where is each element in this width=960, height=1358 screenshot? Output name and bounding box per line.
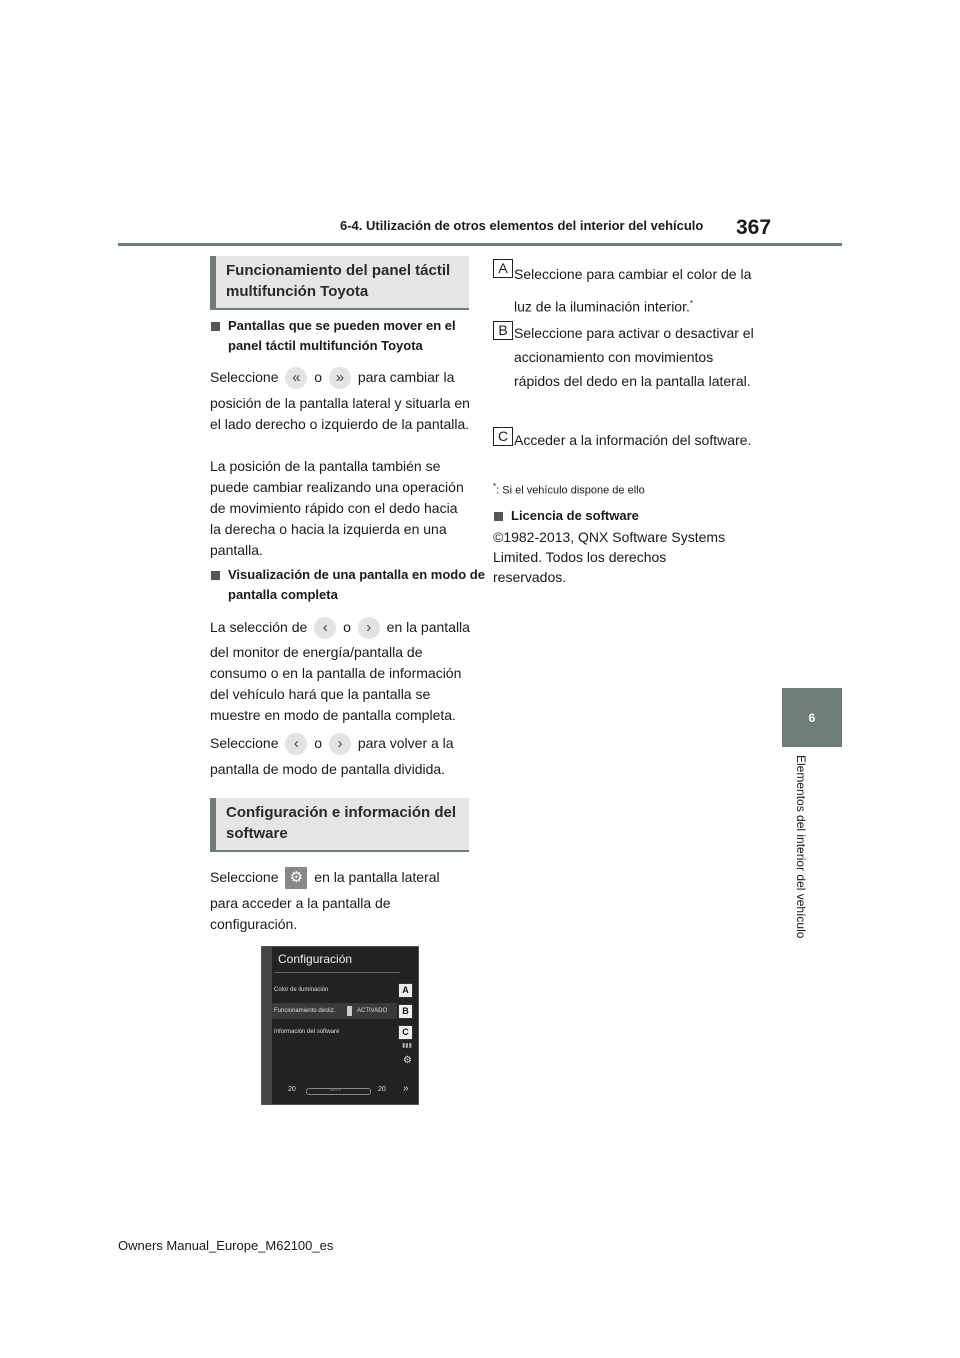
label-c: C <box>493 427 513 446</box>
figure-temp-right: 20 <box>378 1086 386 1093</box>
paragraph-a: Seleccione para cambiar el color de la luz de la iluminación interior.* <box>514 266 752 315</box>
footnote-mark: * <box>689 299 693 308</box>
section-header: 6-4. Utilización de otros elementos del interior del vehículo <box>340 218 704 233</box>
label-b: B <box>493 321 513 340</box>
figure-label-c: C <box>398 1025 413 1040</box>
screen-left-edge <box>262 947 272 1104</box>
chapter-tab <box>782 688 842 747</box>
paragraph-config: Seleccione ⚙ en la pantalla lateral <box>210 864 472 890</box>
settings-screen-figure <box>261 946 419 1105</box>
subheading-license: Licencia de software <box>493 506 771 526</box>
chevron-right-icon: › <box>329 733 351 755</box>
bullet-square-icon <box>211 571 220 580</box>
footnote: *: Si el vehículo dispone de ello <box>493 482 645 497</box>
bullet-square-icon <box>494 512 503 521</box>
paragraph-config-cont: para acceder a la pantalla de configuración. <box>210 895 391 932</box>
bullet-square-icon <box>211 322 220 331</box>
figure-temp-left: 20 <box>288 1086 296 1093</box>
footer-text: Owners Manual_Europe_M62100_es <box>118 1238 334 1253</box>
figure-row-software: Información del software <box>274 1029 340 1035</box>
figure-divider <box>274 972 400 973</box>
paragraph-fullscreen-cont: del monitor de energía/pantalla de consumo o en la pantalla de información del vehículo hará que la pantalla se muestre en modo de pantalla completa. <box>210 644 462 723</box>
chapter-number: 6 <box>808 710 816 725</box>
paragraph-fullscreen: La selección de ‹ o › en la pantalla <box>210 614 472 640</box>
paragraph-flick: La posición de la pantalla también se puede cambiar realizando una operación de movimiento rápido con el dedo hacia la derecha o hacia la izquierda en una pantalla. <box>210 458 464 558</box>
header-rule <box>118 243 842 246</box>
figure-row-swipe: Funcionamiento desliz. <box>274 1008 336 1014</box>
chevron-left-icon: ‹ <box>314 617 336 639</box>
subheading-full-screen: Visualización de una pantalla en modo de pantalla completa <box>210 565 488 605</box>
gear-icon: ⚙ <box>403 1055 412 1066</box>
double-chevron-right-icon: » <box>403 1083 409 1094</box>
figure-side-icon: ▮▮▮ <box>402 1043 412 1049</box>
figure-row-swipe-value: ACTIVADO <box>357 1008 388 1014</box>
label-a: A <box>493 259 513 278</box>
figure-toggle <box>347 1006 352 1016</box>
subheading-movable-screens: Pantallas que se pueden mover en el panel táctil multifunción Toyota <box>210 316 488 356</box>
paragraph-swap: Seleccione « o » para cambiar la <box>210 364 472 390</box>
chevron-left-icon: ‹ <box>285 733 307 755</box>
double-chevron-left-icon: « <box>285 367 307 389</box>
paragraph-return-cont: pantalla de modo de pantalla dividida. <box>210 761 446 777</box>
double-chevron-right-icon: » <box>329 367 351 389</box>
gear-icon: ⚙ <box>285 867 307 889</box>
figure-row-color: Color de iluminación <box>274 987 329 993</box>
paragraph-return: Seleccione ‹ o › para volver a la <box>210 730 472 756</box>
chevron-right-icon: › <box>358 617 380 639</box>
paragraph-swap-cont: posición de la pantalla lateral y situarla en el lado derecho o izquierdo de la pantalla. <box>210 395 470 432</box>
page-number: 367 <box>736 216 772 239</box>
figure-label-b: B <box>398 1004 413 1019</box>
paragraph-license: ©1982-2013, QNX Software Systems Limited. Todos los derechos reservados. <box>493 529 726 585</box>
figure-temp-center: AUTO <box>330 1087 342 1092</box>
chapter-title: Elementos del interior del vehículo <box>794 755 808 939</box>
section-title-config: Configuración e información del software <box>210 798 469 852</box>
paragraph-c: Acceder a la información del software. <box>514 432 752 448</box>
section-title-panel: Funcionamiento del panel táctil multifunción Toyota <box>210 256 469 310</box>
figure-label-a: A <box>398 983 413 998</box>
paragraph-b: Seleccione para activar o desactivar el accionamiento con movimientos rápidos del dedo en la pantalla lateral. <box>514 325 754 389</box>
figure-title: Configuración <box>278 952 353 966</box>
